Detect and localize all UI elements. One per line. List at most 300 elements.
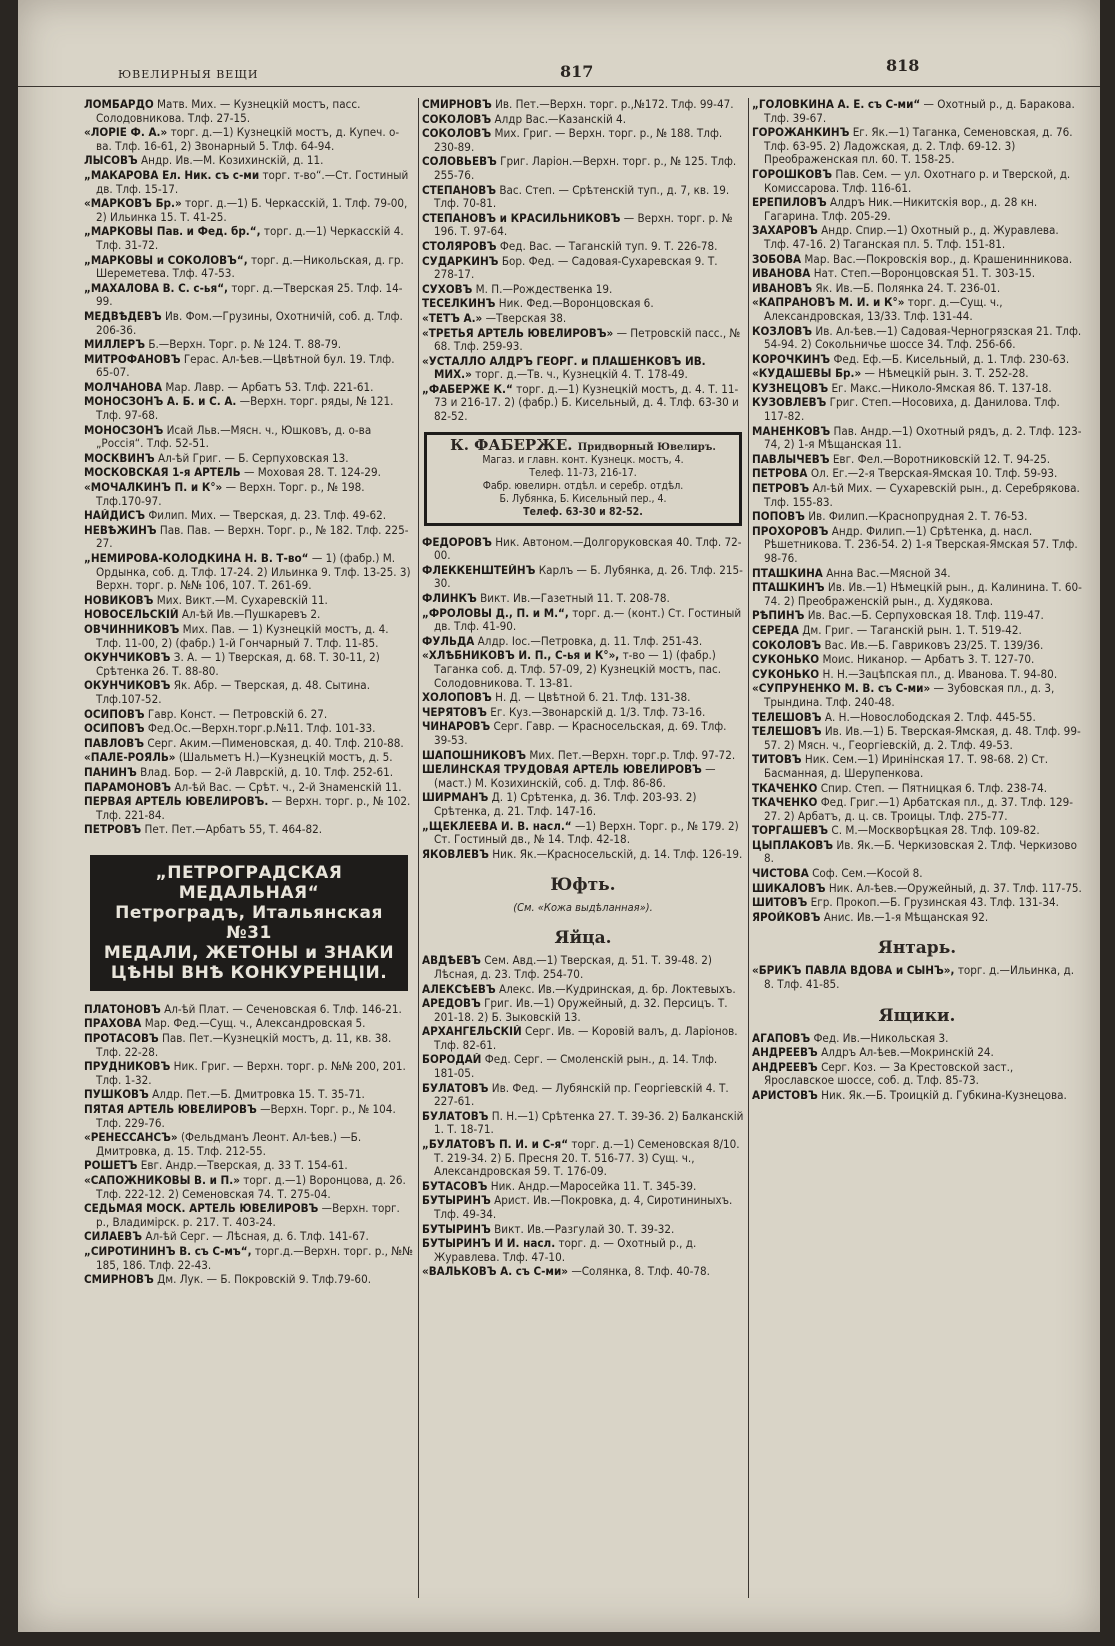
entry-name: БУТЫРИНЪ — [422, 1194, 491, 1208]
entry-details: торг. д. — Охотный р., д. Журавлева. Тлф. 47-10. — [434, 1237, 697, 1264]
entry-details: (Фельдманъ Леонт. Ал-ѣев.) —Б. Дмитровка, д. 15. Тлф. 212-55. — [96, 1131, 362, 1158]
entry-name: РОШЕТЪ — [84, 1159, 138, 1173]
page-number-right: 818 — [886, 56, 920, 75]
entry-list — [84, 1003, 414, 1287]
entry-name: ПРОТАСОВЪ — [84, 1032, 159, 1046]
entry-details: —Верхн. торг. р., Владимірск. р. 217. Т. 403-24. — [96, 1202, 400, 1229]
entry-details: Пет. Пет.—Арбатъ 55, Т. 464-82. — [144, 823, 323, 837]
directory-entry — [84, 338, 414, 352]
entry-name: ГОРОШКОВЪ — [752, 167, 833, 181]
entry-name: БУЛАТОВЪ — [422, 1081, 489, 1095]
entry-name: ФЕДОРОВЪ — [422, 535, 492, 549]
directory-entry — [422, 1265, 744, 1279]
entry-name: «ХЛѢБНИКОВЪ И. П., С-ья и К°», — [422, 649, 620, 663]
entry-details: Ив. Ал-ѣев.—1) Садовая-Черногрязская 21. Тлф. 54-94. 2) Сокольничье шоссе 34. Тлф. 256-66. — [764, 324, 1082, 352]
ad-line: МЕДАЛИ, ЖЕТОНЫ и ЗНАКИ — [103, 942, 395, 963]
entry-details: —(маст.) М. Козихинскій, соб. д. Тлф. 86-86. — [434, 763, 716, 790]
entry-name: ОКУНЧИКОВЪ — [84, 651, 171, 665]
entry-name: «КАПРАНОВЪ М. И. и К°» — [752, 296, 905, 310]
ad-line: „ПЕТРОГРАДСКАЯ МЕДАЛЬНАЯ“ — [155, 862, 343, 903]
entry-details: Ник. Григ. — Верхн. торг. р. №№ 200, 201. Тлф. 1-32. — [96, 1060, 406, 1087]
entry-details: Пав. Пет.—Кузнецкій мостъ, д. 11, кв. 38. Тлф. 22-28. — [96, 1032, 392, 1059]
directory-entry — [422, 1025, 744, 1052]
entry-name: ШИТОВЪ — [752, 896, 808, 910]
directory-entry — [422, 720, 744, 747]
directory-entry — [752, 353, 1082, 367]
entry-name: СМИРНОВЪ — [84, 1273, 154, 1287]
directory-entry — [422, 1223, 744, 1237]
entry-details: Ал-ѣй Вас. — Срѣт. ч., 2-й Знаменскій 11. — [174, 780, 402, 794]
entry-details: торг. д.—Тверская 25. Тлф. 14-99. — [96, 281, 403, 309]
entry-name: МИЛЛЕРЪ — [84, 338, 146, 352]
ad-title: К. ФАБЕРЖЕ. — [450, 435, 573, 454]
entry-details: Григ. Ларіон.—Верхн. торг. р., № 125. Тлф. 255-76. — [434, 155, 737, 182]
entry-details: Ал-ѣй Серг. — Лѣсная, д. 6. Тлф. 141-67. — [145, 1230, 369, 1244]
entry-name: ОКУНЧИКОВЪ — [84, 679, 171, 693]
directory-entry — [84, 766, 414, 780]
ad-line: Фабр. ювелирн. отдѣл. и серебр. отдѣл. — [482, 479, 684, 492]
entry-name: ИВАНОВА — [752, 267, 811, 281]
column-rule — [418, 98, 419, 1598]
entry-name: ШИКАЛОВЪ — [752, 881, 826, 895]
entry-details: Анис. Ив.—1-я Мѣщанская 92. — [823, 910, 989, 924]
entry-name: КОЗЛОВЪ — [752, 324, 813, 338]
entry-name: ГОРОЖАНКИНЪ — [752, 126, 850, 140]
directory-entry — [752, 1089, 1082, 1103]
entry-details: торг. д.—1) Черкасскій 4. Тлф. 31-72. — [96, 225, 404, 252]
entry-name: ТЕЛЕШОВЪ — [752, 710, 822, 724]
entry-details: Дм. Лук. — Б. Покровскій 9. Тлф.79-60. — [157, 1273, 372, 1287]
directory-entry — [422, 607, 744, 634]
directory-entry — [84, 1131, 414, 1158]
entry-name: АНДРЕЕВЪ — [752, 1060, 818, 1074]
directory-entry — [84, 1159, 414, 1173]
entry-details: С. М.—Москворѣцкая 28. Тлф. 109-82. — [831, 824, 1040, 838]
entry-name: ПАНИНЪ — [84, 765, 137, 779]
directory-entry — [422, 536, 744, 563]
entry-list — [422, 536, 744, 862]
directory-entry — [752, 425, 1082, 452]
entry-details: Викт. Ив.—Разгулай 30. Т. 39-32. — [494, 1222, 675, 1236]
entry-details: Ив. Як.—Б. Черкизовская 2. Тлф. Черкизово 8. — [764, 838, 1077, 866]
entry-details: Як. Ив.—Б. Полянка 24. Т. 236-01. — [815, 281, 1001, 295]
entry-name: ПАВЛОВЪ — [84, 736, 145, 750]
entry-name: ШИРМАНЪ — [422, 791, 489, 805]
directory-entry — [84, 1032, 414, 1059]
entry-details: — Охотный р., д. Баракова. Тлф. 39-67. — [764, 98, 1075, 125]
entry-name: АРИСТОВЪ — [752, 1089, 818, 1102]
entry-name: ПЕТРОВА — [752, 467, 808, 481]
entry-name: МОЛЧАНОВА — [84, 380, 163, 394]
directory-entry — [752, 382, 1082, 396]
entry-details: Ник. Як.—Красносельскій, д. 14. Тлф. 126-19. — [492, 847, 743, 861]
directory-entry — [752, 196, 1082, 223]
entry-details: торг. д.—1) Кузнецкій мостъ, д. Купеч. о-ва. Тлф. 16-61, 2) Звонарный 5. Тлф. 64-94. — [96, 126, 400, 153]
directory-entry — [752, 525, 1082, 566]
entry-name: ПАРАМОНОВЪ — [84, 780, 172, 794]
directory-entry — [422, 706, 744, 720]
entry-details: —1) Верхн. Торг. р., № 179. 2) Ст. Гостиный дв., № 14. Тлф. 42-18. — [434, 819, 739, 847]
directory-entry — [84, 524, 414, 551]
entry-details: Б.—Верхн. Торг. р. № 124. Т. 88-79. — [148, 338, 342, 352]
directory-entry — [84, 1230, 414, 1244]
directory-entry — [84, 154, 414, 168]
directory-entry — [752, 126, 1082, 167]
directory-entry — [752, 482, 1082, 509]
directory-entry — [84, 466, 414, 480]
entry-name: БУТАСОВЪ — [422, 1179, 488, 1193]
entry-details: Ник. Андр.—Маросейка 11. Т. 345-39. — [490, 1179, 697, 1193]
directory-entry — [752, 1032, 1082, 1046]
directory-entry — [84, 552, 414, 593]
section-heading-eggs: Яйца. — [554, 928, 612, 949]
directory-entry — [422, 954, 744, 981]
entry-name: ПОПОВЪ — [752, 510, 805, 524]
entry-name: МОСКОВСКАЯ 1-я АРТЕЛЬ — [84, 466, 241, 480]
directory-entry — [752, 325, 1082, 352]
entry-details: Серг. Аким.—Пименовская, д. 40. Тлф. 210-88. — [147, 736, 404, 750]
entry-details: торг.д.—Верхн. торг. р., №№ 185, 186. Тлф. 22-43. — [96, 1244, 413, 1272]
entry-name: ЛЫСОВЪ — [84, 154, 138, 168]
directory-entry — [752, 253, 1082, 267]
entry-name: ТКАЧЕНКО — [752, 796, 818, 810]
directory-entry — [752, 367, 1082, 381]
directory-entry — [422, 691, 744, 705]
entry-details: Спир. Степ. — Пятницкая 6. Тлф. 238-74. — [820, 781, 1048, 795]
entry-name: „МАРКОВЫ и СОКОЛОВЪ“, — [84, 253, 248, 267]
directory-entry — [422, 564, 744, 591]
entry-details: Андр. Спир.—1) Охотный р., д. Журавлева. Тлф. 47-16. 2) Таганская пл. 5. Тлф. 151-81. — [764, 224, 1059, 251]
entry-details: торг. д.—Тв. ч., Кузнецкій 4. Т. 178-49. — [475, 367, 688, 382]
entry-list — [422, 98, 744, 424]
entry-name: ХОЛОПОВЪ — [422, 691, 492, 705]
directory-entry — [422, 1082, 744, 1109]
directory-entry — [422, 649, 744, 690]
directory-entry — [422, 1110, 744, 1137]
entry-name: СИЛАЕВЪ — [84, 1230, 142, 1244]
entry-name: СОКОЛОВЪ — [422, 112, 492, 126]
entry-details: Соф. Сем.—Косой 8. — [812, 867, 923, 881]
entry-details: П. Н.—1) Срѣтенка 27. Т. 39-36. 2) Балканскій 1. Т. 18-71. — [434, 1109, 744, 1137]
entry-details: Вас. Ив.—Б. Гавриковъ 23/25. Т. 139/36. — [824, 638, 1044, 652]
entry-name: ФУЛЬДА — [422, 634, 475, 648]
entry-name: СТЕПАНОВЪ и КРАСИЛЬНИКОВЪ — [422, 211, 621, 225]
entry-list — [752, 964, 1082, 991]
entry-list — [422, 954, 744, 1279]
directory-entry — [84, 98, 414, 125]
entry-name: АРХАНГЕЛЬСКІЙ — [422, 1025, 522, 1039]
entry-details: Алдр. Пет.—Б. Дмитровка 15. Т. 35-71. — [152, 1088, 365, 1102]
entry-name: «САПОЖНИКОВЫ В. и П.» — [84, 1174, 240, 1187]
entry-name: ТЕСЕЛКИНЪ — [422, 297, 496, 311]
entry-details: Ал-ѣй Григ. — Б. Серпуховская 13. — [157, 451, 349, 465]
entry-name: „СИРОТИНИНЪ В. съ С-мъ“, — [84, 1244, 252, 1258]
entry-name: ЗОБОВА — [752, 252, 802, 266]
entry-name: СТЕПАНОВЪ — [422, 183, 497, 197]
directory-entry — [422, 1180, 744, 1194]
entry-details: торг. д.—Сущ. ч., Александровская, 13/33. Тлф. 131-44. — [764, 296, 1003, 323]
entry-details: Мих. Викт.—М. Сухаревскій 11. — [156, 593, 328, 607]
entry-name: АРЕДОВЪ — [422, 997, 481, 1011]
entry-name: ПРАХОВА — [84, 1017, 142, 1031]
directory-entry — [84, 651, 414, 678]
entry-name: МЕДВѢДЕВЪ — [84, 309, 162, 323]
entry-name: ОСИПОВЪ — [84, 722, 145, 736]
entry-details: — Моховая 28. Т. 124-29. — [243, 466, 381, 480]
entry-details: Андр. Ив.—М. Козихинскій, д. 11. — [141, 154, 324, 168]
entry-name: „ФАБЕРЖЕ К.“ — [422, 382, 513, 396]
entry-details: торг. д.—Ильинка, д. 8. Тлф. 41-85. — [764, 964, 1075, 992]
directory-entry — [752, 282, 1082, 296]
entry-details: А. Н.—Новослободская 2. Тлф. 445-55. — [824, 710, 1036, 724]
entry-details: Бор. Фед. — Садовая-Сухаревская 9. Т. 278-17. — [434, 254, 718, 282]
entry-details: —Верхн. Торг. р., № 104. Тлф. 229-76. — [96, 1103, 396, 1130]
entry-details: Ег. Куз.—Звонарскій д. 1/3. Тлф. 73-16. — [490, 705, 706, 719]
medal-advertisement — [90, 855, 408, 991]
entry-name: АВДѢЕВЪ — [422, 954, 481, 968]
entry-name: ШЕЛИНСКАЯ ТРУДОВАЯ АРТЕЛЬ ЮВЕЛИРОВЪ — [422, 763, 702, 777]
entry-name: КУЗОВЛЕВЪ — [752, 396, 827, 410]
entry-name: ТКАЧЕНКО — [752, 781, 818, 795]
entry-details: Евг. Фел.—Воротниковскій 12. Т. 94-25. — [832, 452, 1051, 466]
entry-name: ПЛАТОНОВЪ — [84, 1002, 161, 1016]
entry-details: Андр. Филип.—1) Срѣтенка, д. насл. Рѣшетникова. Т. 236-54. 2) 1-я Тверская-Ямская 57. Тлф. 98-76. — [764, 524, 1078, 565]
directory-entry — [422, 312, 744, 326]
entry-name: „ФРОЛОВЫ Д., П. и М.“, — [422, 606, 569, 620]
directory-entry — [752, 882, 1082, 896]
directory-entry — [84, 594, 414, 608]
entry-name: СМИРНОВЪ — [422, 98, 492, 111]
entry-details: М. П.—Рождественка 19. — [475, 282, 613, 296]
entry-name: «БРИКЪ ПАВЛА ВДОВА и СЫНЪ», — [752, 964, 955, 978]
entry-name: ПЕТРОВЪ — [84, 823, 142, 837]
entry-list — [752, 98, 1082, 924]
directory-entry — [422, 327, 744, 354]
entry-details: Вас. Степ. — Срѣтенскій туп., д. 7, кв. 19. Тлф. 70-81. — [434, 183, 730, 211]
entry-details: Алдръ Ник.—Никитскія вор., д. 28 кн. Гагарина. Тлф. 205-29. — [764, 196, 1038, 223]
directory-entry — [752, 609, 1082, 623]
entry-name: ИВАНОВЪ — [752, 281, 813, 295]
entry-name: ПЕТРОВЪ — [752, 482, 810, 496]
directory-entry — [752, 296, 1082, 323]
entry-details: Алекс. Ив.—Кудринская, д. бр. Локтевыхъ. — [499, 982, 736, 996]
directory-entry — [422, 283, 744, 297]
directory-entry — [752, 796, 1082, 823]
directory-entry — [422, 212, 744, 239]
ad-line: Телеф. 11-73, 216-17. — [529, 466, 637, 479]
entry-details: Алдр Вас.—Казанскій 4. — [494, 112, 626, 126]
directory-entry — [422, 820, 744, 847]
entry-details: Як. Абр. — Тверская, д. 48. Сытина. Тлф.107-52. — [96, 679, 371, 706]
entry-details: торг. д.—1) Кузнецкій мостъ, д. 4. Т. 11-73 и 216-17. 2) (фабр.) Б. Кисельный, д. 4. Тлф. 63-30 и 82-52. — [434, 382, 739, 424]
entry-details: Пав. Сем. — ул. Охотнаго р. и Тверской, д. Комиссарова. Тлф. 116-61. — [764, 167, 1071, 195]
directory-entry — [84, 795, 414, 822]
running-header — [18, 56, 1100, 87]
entry-details: —Солянка, 8. Тлф. 40-78. — [571, 1265, 710, 1279]
ad-line: ЦѢНЫ ВНѢ КОНКУРЕНЦІИ. — [110, 962, 388, 983]
entry-details: Фед.Ос.—Верхн.торг.р.№11. Тлф. 101-33. — [147, 722, 376, 736]
entry-list — [84, 98, 414, 837]
entry-name: «РЕНЕССАНСЪ» — [84, 1131, 178, 1145]
entry-details: Серг. Гавр. — Красносельская, д. 69. Тлф. 39-53. — [434, 720, 727, 747]
entry-name: МОНОСЗОНЪ А. Б. и С. А. — [84, 395, 237, 409]
entry-name: ЛОМБАРДО — [84, 98, 154, 111]
entry-details: Нат. Степ.—Воронцовская 51. Т. 303-15. — [813, 267, 1036, 281]
entry-details: Мих. Пет.—Верхн. торг.р. Тлф. 97-72. — [529, 748, 736, 762]
ad-line: Б. Лубянка, Б. Кисельный пер., 4. — [499, 492, 667, 505]
directory-entry — [84, 623, 414, 650]
entry-name: „МАХАЛОВА В. С. с-ья“, — [84, 281, 229, 295]
entry-details: Ег. Як.—1) Таганка, Семеновская, д. 76. Тлф. 63-95. 2) Ладожская, д. 2. Тлф. 69-12. 3) Преображенская пл. 60. Т. 158-25. — [764, 126, 1073, 167]
entry-name: ЯРОЙКОВЪ — [752, 910, 821, 924]
section-heading-boxes: Ящики. — [878, 1005, 956, 1026]
directory-entry — [752, 896, 1082, 910]
directory-page — [18, 0, 1100, 1632]
entry-details: торг. д.—1) Б. Черкасскій, 1. Тлф. 79-00, 2) Ильинка 15. Т. 41-25. — [96, 197, 408, 224]
directory-entry — [422, 1237, 744, 1264]
directory-entry — [422, 592, 744, 606]
section-note: (См. «Кожа выдѣланная»). — [513, 901, 653, 915]
entry-details: Фед. Вас. — Таганскій туп. 9. Т. 226-78. — [499, 239, 718, 253]
entry-details: Филип. Мих. — Тверская, д. 23. Тлф. 49-62. — [148, 509, 387, 523]
entry-name: ТЕЛЕШОВЪ — [752, 725, 822, 739]
entry-name: ФЛИНКЪ — [422, 592, 477, 606]
entry-name: «МОЧАЛКИНЪ П. и К°» — [84, 481, 223, 495]
entry-details: — Верхн. Торг. р., № 198. Тлф.170-97. — [96, 481, 365, 508]
page-number-left: 817 — [560, 62, 594, 81]
ad-subtitle: Придворный Ювелиръ. — [577, 441, 716, 453]
directory-entry — [84, 424, 414, 451]
entry-name: ЗАХАРОВЪ — [752, 224, 818, 238]
directory-entry — [84, 310, 414, 337]
directory-entry — [84, 1202, 414, 1229]
entry-details: З. А. — 1) Тверская, д. 68. Т. 30-11, 2) Срѣтенка 26. Т. 88-80. — [96, 651, 380, 678]
entry-details: Ал-ѣй Ив.—Пушкаревъ 2. — [181, 608, 321, 622]
directory-entry — [422, 791, 744, 818]
entry-name: ПУШКОВЪ — [84, 1088, 149, 1102]
faberge-advertisement — [424, 432, 742, 526]
entry-details: Фед. Григ.—1) Арбатская пл., д. 37. Тлф. 129-27. 2) Арбатъ, д. ц. св. Троицы. Тлф. 275-77. — [764, 796, 1074, 823]
entry-details: Карлъ — Б. Лубянка, д. 26. Тлф. 215-30. — [434, 563, 743, 591]
directory-entry — [752, 267, 1082, 281]
entry-details: Серг. Ив. — Коровій валъ, д. Ларіонов. Тлф. 82-61. — [434, 1025, 738, 1052]
entry-name: ШАПОШНИКОВЪ — [422, 748, 527, 762]
directory-entry — [84, 708, 414, 722]
entry-name: ПАВЛЫЧЕВЪ — [752, 452, 830, 466]
directory-entry — [84, 381, 414, 395]
entry-details: Ив. Ив.—1) Б. Тверская-Ямская, д. 48. Тлф. 99-57. 2) Мясн. ч., Георгіевскій, д. 2. Тлф. 49-53. — [764, 725, 1081, 752]
entry-details: (Шальметъ Н.)—Кузнецкій мостъ, д. 5. — [178, 751, 393, 765]
entry-name: АНДРЕЕВЪ — [752, 1046, 818, 1060]
directory-entry — [422, 355, 744, 382]
entry-name: «ЛОРІЕ Ф. А.» — [84, 126, 168, 140]
entry-name: БОРОДАЙ — [422, 1053, 482, 1067]
directory-entry — [422, 255, 744, 282]
entry-name: „ГОЛОВКИНА А. Е. съ С-ми“ — [752, 98, 921, 111]
directory-entry — [84, 751, 414, 765]
directory-entry — [422, 1194, 744, 1221]
entry-name: ЕРЕПИЛОВЪ — [752, 196, 827, 210]
entry-details: Ник. Ал-ѣев.—Оружейный, д. 37. Тлф. 117-75. — [828, 881, 1082, 895]
entry-name: СТОЛЯРОВЪ — [422, 239, 497, 253]
entry-name: ПРУДНИКОВЪ — [84, 1060, 171, 1074]
entry-details: — 1) (фабр.) М. Ордынка, соб. д. Тлф. 17-24. 2) Ильинка 9. Тлф. 13-25. 3) Верхн. торг. р. №№ 106, 107. Т. 261-69. — [96, 552, 411, 593]
entry-name: АЛЕКСѢЕВЪ — [422, 982, 496, 996]
entry-name: МИТРОФАНОВЪ — [84, 352, 181, 366]
entry-name: „ЩЕКЛЕЕВА И. В. насл.“ — [422, 819, 572, 833]
entry-name: БУЛАТОВЪ — [422, 1109, 489, 1123]
directory-entry — [422, 240, 744, 254]
entry-name: СОКОЛОВЪ — [752, 638, 822, 652]
entry-details: —Тверская 38. — [485, 311, 567, 325]
directory-entry — [422, 749, 744, 763]
entry-details: — Зубовская пл., д. 3, Трындина. Тлф. 240-48. — [764, 682, 1055, 709]
entry-name: «ВАЛЬКОВЪ А. съ С-ми» — [422, 1265, 569, 1279]
entry-details: т-во — 1) (фабр.) Таганка соб. д. Тлф. 57-09, 2) Кузнецкій мостъ, пас. Солодовникова. Т. 13-81. — [434, 649, 722, 690]
entry-name: ЦЫПЛАКОВЪ — [752, 838, 834, 852]
directory-entry — [752, 711, 1082, 725]
directory-entry — [84, 1174, 414, 1201]
entry-details: Григ. Ив.—1) Оружейный, д. 32. Персицъ. Т. 201-18. 2) Б. Зыковскій 13. — [434, 997, 728, 1024]
entry-details: торг. д.—1) Воронцова, д. 26. Тлф. 222-12. 2) Семеновская 74. Т. 275-04. — [96, 1174, 406, 1201]
entry-details: Ив. Фед. — Лубянскій пр. Георгіевскій 4. Т. 227-61. — [434, 1081, 729, 1109]
directory-entry — [84, 169, 414, 196]
entry-name: НЕВѢЖИНЪ — [84, 523, 157, 537]
ad-line: Магаз. и главн. конт. Кузнецк. мостъ, 4. — [482, 453, 684, 466]
entry-details: Гавр. Конст. — Петровскій 6. 27. — [147, 707, 328, 721]
ad-line: Телеф. 63-30 и 82-52. — [523, 505, 643, 518]
entry-list — [752, 1032, 1082, 1103]
entry-name: МОНОСЗОНЪ — [84, 423, 164, 437]
entry-details: Фед. Ив.—Никольская 3. — [813, 1031, 949, 1045]
directory-entry — [752, 867, 1082, 881]
entry-details: Мар. Фед.—Сущ. ч., Александровская 5. — [144, 1017, 366, 1031]
entry-details: Мар. Вас.—Покровскія вор., д. Крашенинникова. — [804, 252, 1073, 266]
directory-entry — [422, 383, 744, 424]
entry-name: ЧЕРЯТОВЪ — [422, 705, 487, 719]
entry-name: БУТЫРИНЪ — [422, 1222, 491, 1236]
directory-entry — [752, 168, 1082, 195]
directory-entry — [84, 679, 414, 706]
directory-entry — [752, 567, 1082, 581]
entry-details: Ол. Ег.—2-я Тверская-Ямская 10. Тлф. 59-93. — [810, 467, 1058, 481]
entry-name: НОВИКОВЪ — [84, 593, 154, 607]
directory-entry — [422, 763, 744, 790]
entry-name: СУКОНЬКО — [752, 667, 820, 681]
directory-entry — [422, 1138, 744, 1179]
entry-name: КУЗНЕЦОВЪ — [752, 381, 829, 395]
entry-details: Влад. Бор. — 2-й Лаврскій, д. 10. Тлф. 252-61. — [140, 765, 394, 779]
directory-entry — [84, 1003, 414, 1017]
directory-entry — [752, 1046, 1082, 1060]
directory-entry — [752, 467, 1082, 481]
directory-entry — [422, 113, 744, 127]
entry-name: РѢПИНЪ — [752, 609, 805, 623]
entry-name: «КУДАШЕВЫ Бр.» — [752, 367, 862, 381]
entry-name: СУХОВЪ — [422, 282, 473, 296]
entry-details: Сем. Авд.—1) Тверская, д. 51. Т. 39-48. 2) Лѣсная, д. 23. Тлф. 254-70. — [434, 954, 712, 981]
entry-details: торг. т-во“.—Ст. Гостиный дв. Тлф. 15-17. — [96, 168, 409, 196]
entry-details: Дм. Григ. — Таганскій рын. 1. Т. 519-42. — [802, 623, 1022, 637]
directory-entry — [84, 509, 414, 523]
entry-details: Алдр. Іос.—Петровка, д. 11. Тлф. 251-43. — [477, 634, 703, 648]
directory-entry — [422, 997, 744, 1024]
entry-name: СЕДЬМАЯ МОСК. АРТЕЛЬ ЮВЕЛИРОВЪ — [84, 1202, 319, 1216]
entry-details: Серг. Коз. — За Крестовской заст., Ярославское шоссе, соб. д. Тлф. 85-73. — [764, 1060, 1014, 1088]
directory-entry — [752, 510, 1082, 524]
entry-details: Ник. Фед.—Воронцовская 6. — [498, 297, 654, 311]
directory-entry — [84, 197, 414, 224]
